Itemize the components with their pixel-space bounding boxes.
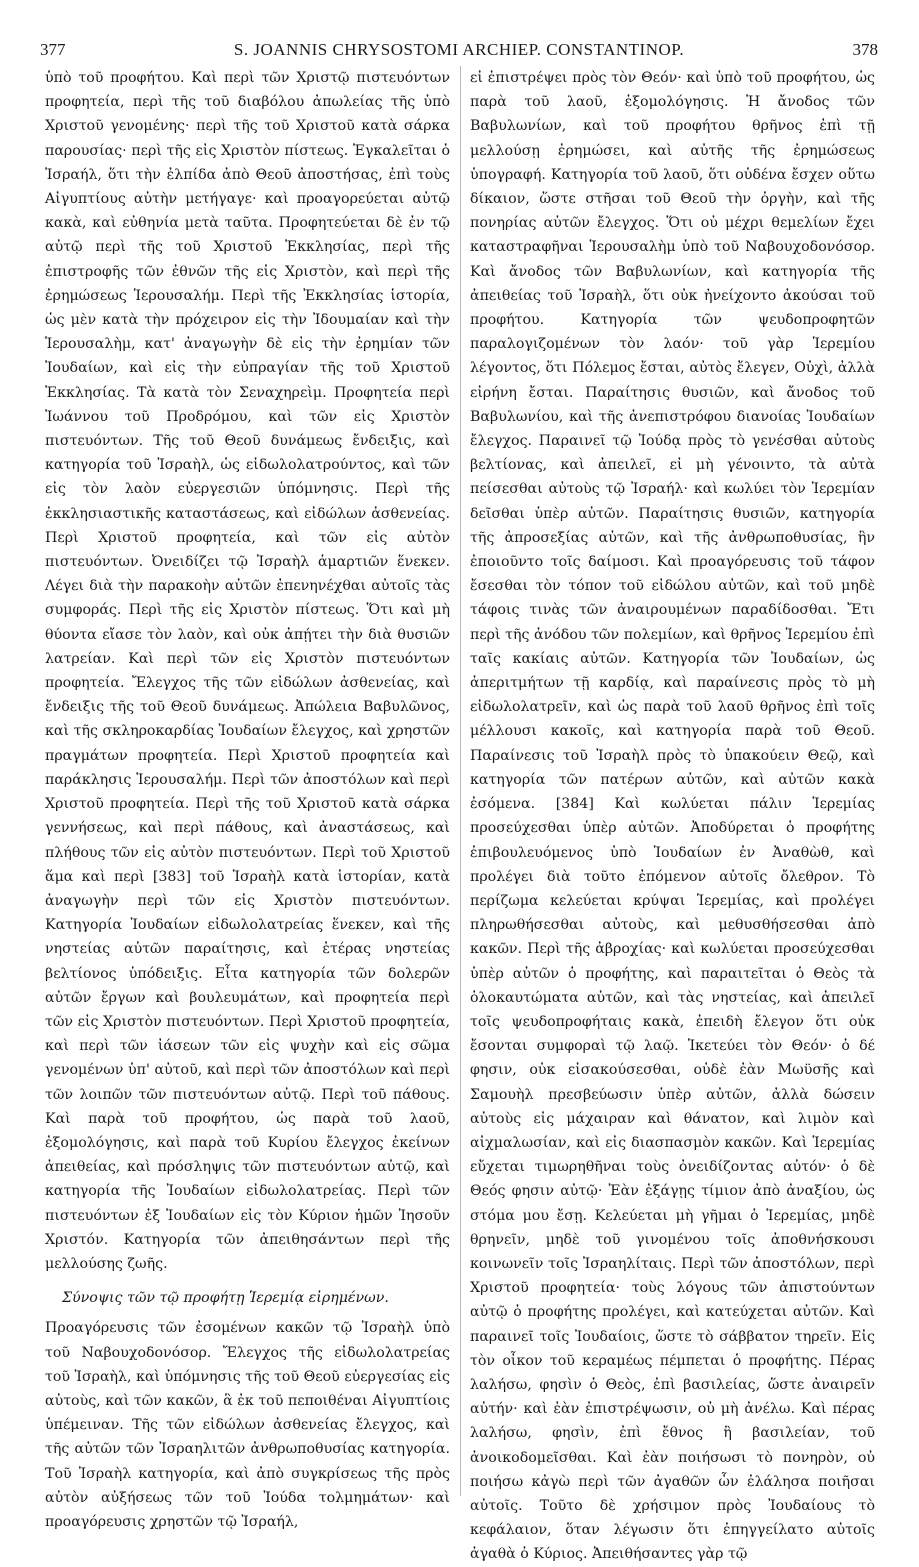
text-paragraph: εἰ ἐπιστρέψει πρὸς τὸν Θεόν· καὶ ὑπὸ τοῦ προφήτου, ὡς παρὰ τοῦ λαοῦ, ἐξομολόγησις. Ἡ ἄνοδος τῶν Βαβυλωνίων, καὶ τοῦ προφήτου θρῆνος ἐπὶ τῇ μελλούσῃ ἐρημώσει, καὶ αὐτῆς τῆς ἐρημώσεως ὑπογραφή. Κατηγορία τοῦ λαοῦ, ὅτι οὐδένα ἔσχεν οὕτω δίκαιον, ὥστε στῆσαι τοῦ Θεοῦ τὴν ὀργὴν, καὶ τῆς πονηρίας αὐτῶν ἔλεγχος. Ὅτι οὐ μέχρι θεμελίων ἔχει καταστραφῆναι Ἱερουσαλὴμ ὑπὸ τοῦ Ναβουχοδονόσορ. Καὶ ἄνοδος τῶν Βαβυλωνίων, καὶ κατηγορία τῆς ἀπειθείας τοῦ Ἰσραὴλ, ὅτι οὐκ ἠνείχοντο ἀκούσαι τοῦ προφήτου. Κατηγορία τῶν ψευδοπροφητῶν παραλογιζομένων τὸν λαόν· τοῦ γὰρ Ἱερεμίου λέγοντος, ὅτι Πόλεμος ἔσται, αὐτὸς ἔλεγεν, Οὐχὶ, ἀλλὰ εἰρήνη ἔσται. Παραίτησις θυσιῶν, καὶ ἄνοδος τοῦ Βαβυλωνίου, καὶ τῆς ἀνεπιστρόφου διανοίας Ἰουδαίων ἔλεγχος. Παραινεῖ τῷ Ἰούδᾳ πρὸς τὸ γενέσθαι αὐτοὺς βελτίονας, καὶ ἀπειλεῖ, εἰ μὴ γένοιντο, τὰ αὐτὰ πείσεσθαι αὐτοὺς τῷ Ἰσραήλ· καὶ κωλύει τὸν Ἱερεμίαν δεῖσθαι ὑπὲρ αὐτῶν. Παραίτησις θυσιῶν, κατηγορία τῆς ἀπροσεξίας αὐτῶν, καὶ τῆς ἀνθρωποθυσίας, ἣν ἐποιοῦντο τοῖς δαίμοσι. Καὶ προαγόρευσις τοῦ τάφον ἔσεσθαι τὸν τόπον τοῦ εἰδώλου αὐτῶν, καὶ τοῦ μηδὲ τάφοις τινὰς τῶν ἀναιρουμένων παραδίδοσθαι. Ἔτι περὶ τῆς ἀνόδου τῶν πολεμίων, καὶ θρῆνος Ἱερεμίου ἐπὶ ταῖς κακίαις αὐτῶν. Κατηγορία τῶν Ἰουδαίων, ὡς ἀπεριτμήτων τῇ καρδίᾳ, καὶ παραίνεσις πρὸς τὸ μὴ εἰδωλολατρεῖν, καὶ ὡς παρὰ τοῦ λαοῦ θρῆνος ἐπὶ τοῖς μέλλουσι κακοῖς, καὶ κατηγορία παρὰ τοῦ Θεοῦ. Παραίνεσις τοῦ Ἰσραὴλ πρὸς τὸ ὑπακούειν Θεῷ, καὶ κατηγορία τῶν πατέρων αὐτῶν, καὶ αὐτῶν κακὰ ἐσόμενα. [384] Καὶ κωλύεται πάλιν Ἱερεμίας προσεύχεσθαι ὑπὲρ αὐτῶν. Ἀποδύρεται ὁ προφήτης ἐπιβουλευόμενος ὑπὸ Ἰουδαίων ἐν Ἀναθὼθ, καὶ προλέγει διὰ τοῦτο ἐπόμενον αὐτοῖς ὄλεθρον. Τὸ περίζωμα κελεύεται κρύψαι Ἱερεμίας, καὶ προλέγει πληρωθήσεσθαι αὐτοὺς, καὶ μεθυσθήσεσθαι ἀπὸ κακῶν. Περὶ τῆς ἀβροχίας· καὶ κωλύεται προσεύχεσθαι ὑπὲρ αὐτῶν ὁ προφήτης, καὶ παραιτεῖται ὁ Θεὸς τὰ ὁλοκαυτώματα αὐτῶν, καὶ τὰς νηστείας, καὶ ἀπειλεῖ τοῖς ψευδοπροφήταις κακὰ, ἐπειδὴ ἔλεγον ὅτι οὐκ ἔσονται συμφοραὶ τῷ λαῷ. Ἱκετεύει τὸν Θεόν· ὁ δέ φησιν, οὐκ εἰσακούσεσθαι, οὐδὲ ἐὰν Μωϋσῆς καὶ Σαμουὴλ πρεσβεύωσιν ὑπὲρ αὐτῶν, ἀλλὰ δώσειν αὐτοὺς εἰς μάχαιραν καὶ θάνατον, καὶ λιμὸν καὶ αἰχμαλωσίαν, καὶ εἰς διασπασμὸν κακῶν. Καὶ Ἱερεμίας εὔχεται τιμωρηθῆναι τοὺς ὀνειδίζοντας αὐτόν· ὁ δὲ Θεός φησιν αὐτῷ· Ἐὰν ἐξάγῃς τίμιον ἀπὸ ἀναξίου, ὡς στόμα μου ἔσῃ. Κελεύεται μὴ γῆμαι ὁ Ἱερεμίας, μηδὲ θρηνεῖν, μηδὲ τοῦ γινομένου τοῖς ἀποθνήσκουσι κοινωνεῖν τοῖς Ἰσραηλίταις. Περὶ τῶν ἀποστόλων, περὶ Χριστοῦ προφητεία· τοὺς λόγους τῶν ἀπιστούντων αὐτῷ ὁ προφήτης προλέγει, καὶ κατεύχεται αὐτῶν. Καὶ παραινεῖ τοῖς Ἰουδαίοις, ὥστε τὸ σάββατον τηρεῖν. Εἰς τὸν οἶκον τοῦ κεραμέως πέμπεται ὁ προφήτης. Πέρας λαλήσω, φησὶν ὁ Θεὸς, ἐπὶ βασιλείας, ὥστε ἀναιρεῖν αὐτήν· καὶ ἐὰν ἐπιστρέψωσιν, οὐ μὴ ἀνέλω. Καὶ πέρας λαλήσω, φησὶν, ἐπὶ ἔθνος ἢ βασιλείαν, τοῦ ἀνοικοδομεῖσθαι. Καὶ ἐὰν ποιήσωσι τὸ πονηρὸν, οὐ ποιήσω κἀγὼ περὶ τῶν ἀγαθῶν ὧν ἐλάλησα ποιῆσαι αὐτοῖς. Τοῦτο δὲ χρήσιμον πρὸς Ἰουδαίους τὸ κεφάλαιον, ὅταν λέγωσιν ὅτι ἐπηγγείλατο αὐτοῖς ἀγαθὰ ὁ Κύριος. Ἀπειθήσαντες γὰρ τῷ bbox=[470, 70, 875, 1563]
column-divider bbox=[460, 66, 461, 1496]
section-heading: Σύνοψις τῶν τῷ προφήτῃ Ἱερεμίᾳ εἰρημένων. bbox=[62, 1290, 389, 1307]
text-paragraph: ὑπὸ τοῦ προφήτου. Καὶ περὶ τῶν Χριστῷ πιστευόντων προφητεία, περὶ τῆς τοῦ διαβόλου ἀπωλείας τῆς ὑπὸ Χριστοῦ γενομένης· περὶ τῆς τοῦ Χριστοῦ κατὰ σάρκα παρουσίας· περὶ τῆς εἰς Χριστὸν πίστεως. Ἐγκαλεῖται ὁ Ἰσραήλ, ὅτι τὴν ἐλπίδα ἀπὸ Θεοῦ ἀποστήσας, ἐπὶ τοὺς Αἰγυπτίους αὐτὴν μετήγαγε· καὶ προαγορεύεται αὐτῷ κακὰ, καὶ εὐθηνία μετὰ ταῦτα. Προφητεύεται δὲ ἐν τῷ αὐτῷ περὶ τῆς τοῦ Χριστοῦ Ἐκκλησίας, περὶ τῆς ἐπιστροφῆς τῶν ἐθνῶν τῆς εἰς Χριστὸν, καὶ περὶ τῆς ἐρημώσεως Ἱερουσαλήμ. Περὶ τῆς Ἐκκλησίας ἱστορία, ὡς μὲν κατὰ τὴν πρόχειρον εἰς τὴν Ἰδουμαίαν καὶ τὴν Ἱερουσαλὴμ, κατ' ἀναγωγὴν δὲ εἰς τὴν ἐρημίαν τῶν Ἰουδαίων, καὶ εἰς τὴν εὐπραγίαν τῆς τοῦ Χριστοῦ Ἐκκλησίας. Τὰ κατὰ τὸν Σεναχηρεὶμ. Προφητεία περὶ Ἰωάννου τοῦ Προδρόμου, καὶ τῶν εἰς Χριστὸν πιστευόντων. Τῆς τοῦ Θεοῦ δυνάμεως ἔνδειξις, καὶ κατηγορία τοῦ Ἰσραὴλ, ὡς εἰδωλολατρούντος, καὶ τῶν εἰς τὸν λαὸν εὐεργεσιῶν ὑπόμνησις. Περὶ τῆς ἐκκλησιαστικῆς καταστάσεως, καὶ εἰδώλων ἀσθενείας. Περὶ Χριστοῦ προφητεία, καὶ τῶν εἰς αὐτὸν πιστευόντων. Ὀνειδίζει τῷ Ἰσραὴλ ἁμαρτιῶν ἕνεκεν. Λέγει διὰ τὴν παρακοὴν αὐτῶν ἐπενηνέχθαι αὐτοῖς τὰς συμφοράς. Περὶ τῆς εἰς Χριστὸν πίστεως. Ὅτι καὶ μὴ θύοντα εἴασε τὸν λαὸν, καὶ οὐκ ἀπῄτει τὴν διὰ θυσιῶν λατρείαν. Καὶ περὶ τῶν εἰς Χριστὸν πιστευόντων προφητεία. Ἔλεγχος τῆς τῶν εἰδώλων ἀσθενείας, καὶ ἔνδειξις τῆς τοῦ Θεοῦ δυνάμεως. Ἀπώλεια Βαβυλῶνος, καὶ τῆς σκληροκαρδίας Ἰουδαίων ἔλεγχος, καὶ χρηστῶν πραγμάτων προφητεία. Περὶ Χριστοῦ προφητεία καὶ παράκλησις Ἱερουσαλήμ. Περὶ τῶν ἀποστόλων καὶ περὶ Χριστοῦ προφητεία. Περὶ τῆς τοῦ Χριστοῦ κατὰ σάρκα γεννήσεως, καὶ περὶ πάθους, καὶ ἀναστάσεως, καὶ πλήθους τῶν εἰς αὐτὸν πιστευόντων. Περὶ τοῦ Χριστοῦ ἅμα καὶ περὶ [383] τοῦ Ἰσραὴλ κατὰ ἱστορίαν, κατὰ ἀναγωγὴν περὶ τῶν εἰς Χριστὸν πιστευόντων. Κατηγορία Ἰουδαίων εἰδωλολατρείας ἕνεκεν, καὶ τῆς νηστείας αὐτῶν παραίτησις, καὶ ἑτέρας νηστείας βελτίονος ὑπόδειξις. Εἶτα κατηγορία τῶν δολερῶν αὐτῶν ἔργων καὶ βουλευμάτων, καὶ προφητεία περὶ τῶν εἰς Χριστὸν πιστευόντων. Περὶ Χριστοῦ προφητεία, καὶ περὶ τῶν ἰάσεων τῶν εἰς ψυχὴν καὶ εἰς σῶμα γενομένων ὑπ' αὐτοῦ, καὶ περὶ τῶν ἀποστόλων καὶ περὶ τῶν λοιπῶν τῶν πιστευόντων αὐτῷ. Περὶ τοῦ πάθους. Καὶ παρὰ τοῦ προφήτου, ὡς παρὰ τοῦ λαοῦ, ἐξομολόγησις, καὶ παρὰ τοῦ Κυρίου ἔλεγχος ἐκείνων ἀπειθείας, καὶ πρόσληψις τῶν πιστευόντων αὐτῷ, καὶ κατηγορία τῆς Ἰουδαίων εἰδωλολατρείας. Περὶ τῶν πιστευόντων ἐξ Ἰουδαίων εἰς τὸν Κύριον ἡμῶν Ἰησοῦν Χριστόν. Κατηγορία τῶν ἀπειθησάντων περὶ τῆς μελλούσης ζωῆς. bbox=[45, 70, 450, 1272]
running-title: S. JOANNIS CHRYSOSTOMI ARCHIEP. CONSTANTINOP. bbox=[233, 40, 685, 59]
page-number-right: 378 bbox=[852, 40, 878, 59]
right-column bbox=[470, 66, 875, 1567]
text-paragraph: Προαγόρευσις τῶν ἐσομένων κακῶν τῷ Ἰσραὴλ ὑπὸ τοῦ Ναβουχοδονόσορ. Ἔλεγχος τῆς εἰδωλολατρείας τοῦ Ἰσραὴλ, καὶ ὑπόμνησις τῆς τοῦ Θεοῦ εὐεργεσίας εἰς αὐτοὺς, καὶ τῶν κακῶν, ἃ ἐκ τοῦ πεποιθέναι Αἰγυπτίοις ὑπέμειναν. Τῆς τῶν εἰδώλων ἀσθενείας ἔλεγχος, καὶ τῆς αὐτῶν τῶν Ἰσραηλιτῶν ἀνθρωποθυσίας κατηγορία. Τοῦ Ἰσραὴλ κατηγορία, καὶ ἀπὸ συγκρίσεως τῆς πρὸς αὐτὸν αὐξήσεως τῶν τοῦ Ἰούδα τολμημάτων· καὶ προαγόρευσις χρηστῶν τῷ Ἰσραήλ, bbox=[45, 1320, 450, 1530]
page-number-left: 377 bbox=[40, 40, 66, 59]
running-header bbox=[40, 40, 878, 68]
left-column bbox=[45, 66, 450, 1534]
